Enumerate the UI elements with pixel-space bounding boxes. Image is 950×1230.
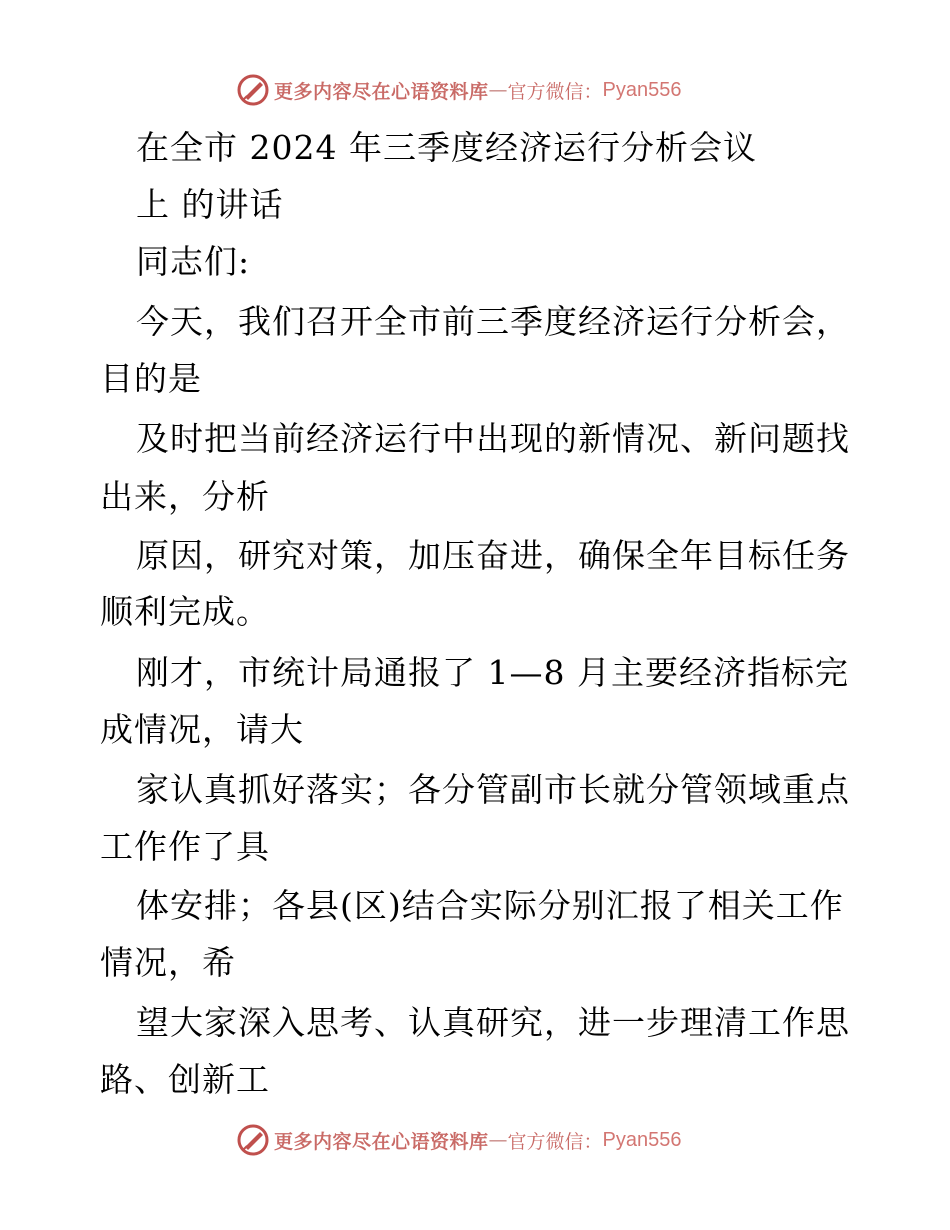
body-line: 家认真抓好落实；各分管副市长就分管领域重点: [136, 770, 850, 809]
body-line: 体安排；各县(区)结合实际分别汇报了相关工作: [136, 886, 844, 925]
salutation: 同志们:: [136, 242, 251, 281]
body-line: 刚才，市统计局通报了 1—8 月主要经济指标完: [136, 653, 849, 692]
body-line: 望大家深入思考、认真研究，进一步理清工作思: [136, 1003, 850, 1042]
body-line: 路、创新工: [100, 1060, 270, 1099]
body-line: 今天，我们召开全市前三季度经济运行分析会，: [136, 302, 850, 341]
watermark-wechat-id: Pyan556: [602, 78, 682, 101]
body-line: 原因，研究对策，加压奋进，确保全年目标任务: [136, 536, 850, 575]
body-line: 情况，希: [100, 943, 236, 982]
document-title-line-1: 在全市 2024 年三季度经济运行分析会议: [136, 128, 757, 167]
watermark-dash: —: [488, 79, 508, 101]
body-line: 工作作了具: [100, 827, 270, 866]
watermark-text: 更多内容尽在心语资料库: [274, 1130, 489, 1153]
quill-seal-icon: [236, 1123, 270, 1157]
body-line: 成情况，请大: [100, 710, 304, 749]
header-watermark: [236, 72, 682, 108]
footer-watermark: [236, 1122, 682, 1158]
body-line: 及时把当前经济运行中出现的新情况、新问题找: [136, 419, 850, 458]
watermark-wechat-label: 官方微信：: [507, 1130, 603, 1153]
body-line: 出来，分析: [100, 477, 270, 516]
body-line: 顺利完成。: [100, 592, 270, 631]
quill-seal-icon: [236, 73, 270, 107]
watermark-wechat-label: 官方微信：: [507, 80, 603, 103]
watermark-wechat-id: Pyan556: [602, 1128, 682, 1151]
document-title-line-2: 上 的讲话: [136, 185, 284, 224]
watermark-text: 更多内容尽在心语资料库: [274, 80, 489, 103]
body-line: 目的是: [100, 359, 202, 398]
watermark-dash: —: [488, 1129, 508, 1151]
